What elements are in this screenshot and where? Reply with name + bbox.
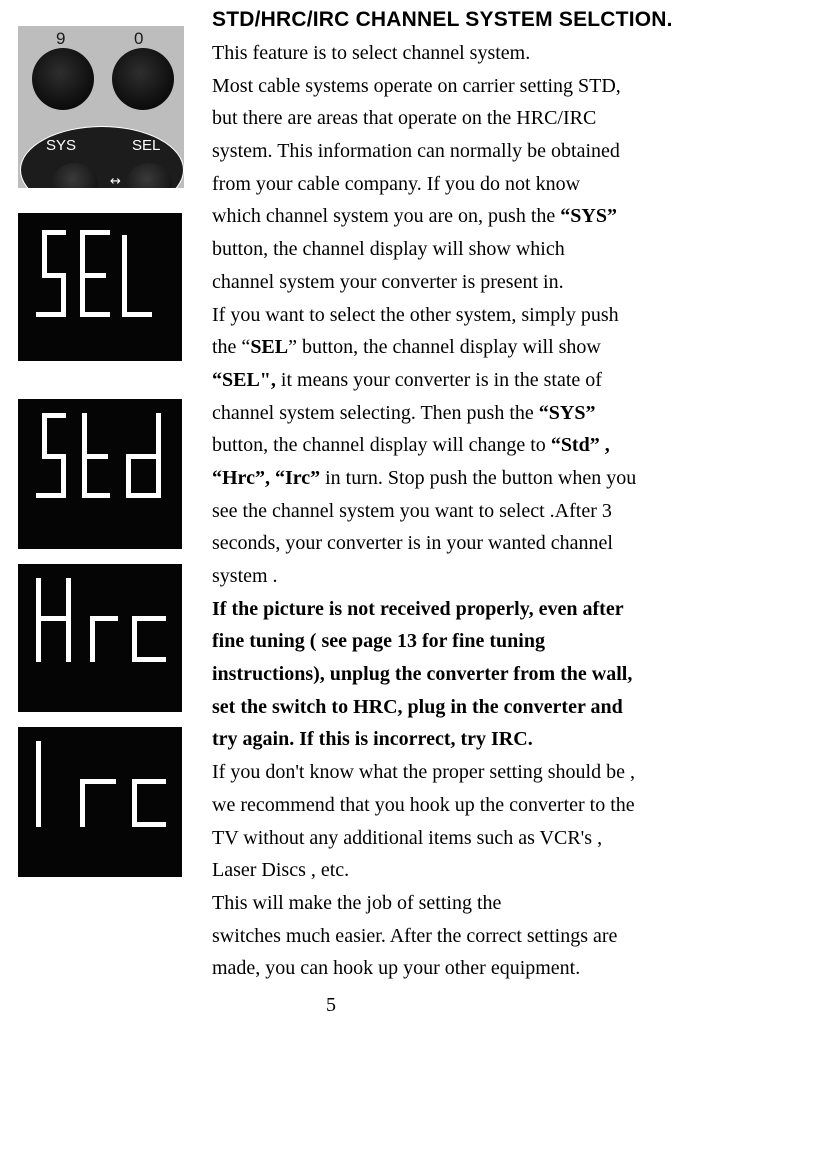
text-run: channel system your converter is present in. (212, 270, 564, 293)
display-hrc (18, 564, 182, 712)
text-run: switches much easier. After the correct settings are (212, 924, 618, 947)
sel-key-label: SEL (132, 137, 161, 154)
remote-keypad-image (18, 26, 184, 188)
text-run: the “ (212, 336, 251, 359)
text-line (212, 369, 812, 402)
text-run: Laser Discs , etc. (212, 859, 350, 882)
text-run: ” button, the channel display will show (288, 336, 601, 359)
bold-run: set the switch to HRC, plug in the converter and (212, 695, 623, 718)
bold-run: “SEL", (212, 368, 281, 391)
text-run: button, the channel display will show which (212, 238, 565, 261)
text-run: see the channel system you want to select .After 3 (212, 499, 612, 522)
bold-run: “SYS” (560, 205, 617, 228)
text-line (212, 957, 812, 990)
text-line (212, 859, 812, 892)
text-line (212, 467, 812, 500)
bold-run: SEL (250, 336, 289, 359)
text-run: made, you can hook up your other equipment. (212, 957, 581, 980)
text-run: in turn. Stop push the button when you (320, 466, 637, 489)
text-run: which channel system you are on, push the (212, 205, 561, 228)
bold-run: try again. If this is incorrect, try IRC. (212, 728, 533, 751)
bold-run: If the picture is not received properly, even after (212, 597, 624, 620)
text-run: If you don't know what the proper setting should be , (212, 761, 635, 784)
display-sel (18, 213, 182, 361)
text-run: TV without any additional items such as VCR's , (212, 826, 603, 849)
bold-run: “Std” , (550, 434, 610, 457)
text-line (212, 794, 812, 827)
text-line (212, 42, 812, 75)
seven-segment-irc-icon (18, 727, 182, 877)
text-run: from your cable company. If you do not know (212, 172, 581, 195)
text-line (212, 75, 812, 108)
text-run: it means your converter is in the state of (280, 368, 602, 391)
text-line (212, 107, 812, 140)
text-line (212, 892, 812, 925)
text-run: Most cable systems operate on carrier setting STD, (212, 74, 621, 97)
text-line (212, 500, 812, 533)
text-run: button, the channel display will change to (212, 434, 551, 457)
bold-run: instructions), unplug the converter from the wall, (212, 663, 633, 686)
text-run: If you want to select the other system, simply push (212, 303, 619, 326)
key-0-button-icon (112, 48, 174, 110)
text-line (212, 336, 812, 369)
text-line (212, 238, 812, 271)
text-line (212, 630, 812, 663)
double-arrow-icon: ↔ (110, 174, 121, 188)
text-run: system. This information can normally be obtained (212, 140, 620, 163)
page-heading: STD/HRC/IRC CHANNEL SYSTEM SELCTION. (212, 8, 673, 31)
text-run: system . (212, 565, 278, 587)
text-run: but there are areas that operate on the HRC/IRC (212, 107, 597, 130)
text-line (212, 761, 812, 794)
text-line (212, 434, 812, 467)
text-line (212, 205, 812, 238)
body-text (212, 42, 812, 990)
display-std (18, 399, 182, 549)
key-0-label: 0 (134, 29, 144, 48)
seven-segment-hrc-icon (18, 564, 182, 712)
text-line (212, 598, 812, 631)
seven-segment-std-icon (18, 399, 182, 549)
text-line (212, 728, 812, 761)
text-run: channel system selecting. Then push the (212, 401, 539, 424)
text-run: seconds, your converter is in your wanted channel (212, 532, 613, 555)
text-line (212, 696, 812, 729)
text-run: This feature is to select channel system. (212, 42, 531, 64)
text-line (212, 173, 812, 206)
key-9-label: 9 (56, 29, 66, 48)
text-line (212, 402, 812, 435)
page-number: 5 (326, 994, 336, 1016)
text-line (212, 271, 812, 304)
bold-run: “SYS” (538, 401, 596, 424)
text-line (212, 663, 812, 696)
sys-key-label: SYS (46, 137, 77, 154)
text-run: we recommend that you hook up the converter to the (212, 793, 635, 816)
bold-run: “Hrc”, “Irc” (212, 466, 321, 489)
text-run: This will make the job of setting the (212, 891, 502, 914)
text-line (212, 140, 812, 173)
display-irc (18, 727, 182, 877)
text-line (212, 304, 812, 337)
key-9-button-icon (32, 48, 94, 110)
text-line (212, 565, 812, 598)
text-line (212, 827, 812, 860)
text-line (212, 925, 812, 958)
bold-run: fine tuning ( see page 13 for fine tuning (212, 630, 545, 653)
text-line (212, 532, 812, 565)
seven-segment-sel-icon (18, 213, 182, 361)
